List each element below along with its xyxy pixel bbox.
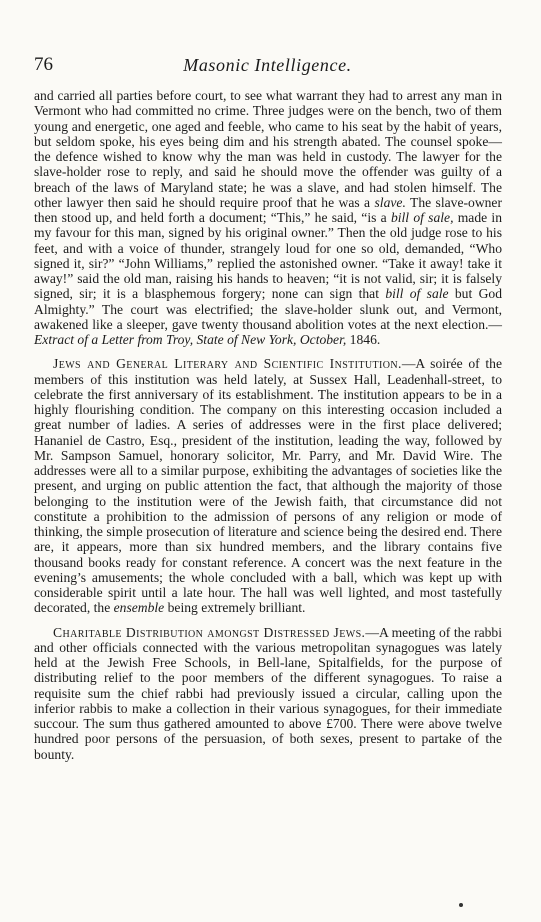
- section-heading: Jews and General Literary and Scientific Institution.: [53, 356, 402, 372]
- page-header: [34, 54, 501, 82]
- paragraph-charitable-distribution: [34, 625, 502, 762]
- running-title: Masonic Intelligence.: [183, 55, 352, 75]
- text-segment: made in my favour for this man, signed by his original owner.” Then the old judge rose to his feet, and with a voice of thunder, strangely loud for one so old, demanded, “Who signed it, sir?” “John Williams,” replied the astonished owner. “Take it away! take it away!” said the old man, raising his hands to heaven; “it is not valid, sir; it is falsely signed, sir; it is a blasphemous forgery; none can sign that: [34, 210, 502, 302]
- section-heading: Charitable Distribution amongst Distressed Jews.: [53, 624, 366, 640]
- paragraph-vermont-court: [34, 88, 502, 347]
- text-segment: and carried all parties before court, to see what warrant they had to arrest any man in Vermont who had committed no crime. Three judges were on the bench, two of them young and energetic, one aged and feeble, who came to his seat by the habit of years, but seldom spoke, his eyes being dim and his strength abated. The counsel spoke—the defence wished to know why the man was held in custody. The lawyer for the slave-holder rose to reply, and said he should move the offender was guilty of a breach of the laws of Maryland state; he was a slave, and had stolen himself. The other lawyer then said he should require proof that he was a: [34, 88, 502, 210]
- text-segment: but God Almighty.” The court was electrified; the slave-holder slunk out, and Vermont, awakened like a sleeper, gave twenty thousand abolition votes at the next election.—: [34, 286, 502, 332]
- printer-mark: [459, 903, 463, 907]
- italic-segment: bill of sale,: [390, 210, 454, 225]
- citation-year: 1846.: [346, 332, 381, 347]
- page-body: [34, 88, 502, 762]
- source-citation: Extract of a Letter from Troy, State of New York, October,: [34, 332, 347, 347]
- italic-segment: slave.: [374, 194, 406, 210]
- text-segment: The slave-owner then stood up, and held forth a document; “This,” he said, “is a: [34, 194, 502, 225]
- italic-segment: ensemble: [113, 600, 165, 616]
- paragraph-jews-institution: [34, 356, 502, 615]
- text-segment: being extremely brilliant.: [164, 600, 306, 616]
- text-segment: —A soirée of the members of this institution was held lately, at Sussex Hall, Leadenhall-street, to celebrate the first anniversary of its establishment. The institution appears to be in a highly flourishing condition. The company on this interesting occasion included a great number of ladies. A series of addresses were in the first place delivered; Hananiel de Castro, Esq., president of the institution, leading the way, followed by Mr. Sampson Samuel, honorary solicitor, Mr. Parry, and Mr. David Wire. The addresses were all to a similar purpose, exhibiting the advantages of societies like the present, and urging on public attention the fact, that although the majority of those belonging to the institution were of the Jewish faith, that circumstance did not constitute a prohibition to the admission of persons of any religion or mode of thinking, the simple prosecution of literature and science being the desired end. There are, it appears, more than six hundred members, and the library contains five thousand books ready for constant reference. A concert was the next feature in the evening’s amusements; the whole concluded with a ball, which was kept up with considerable spirit until a late hour. The hall was well lighted, and most tastefully decorated, the: [34, 356, 503, 616]
- page-number: 76: [34, 54, 53, 75]
- italic-segment: bill of sale: [385, 286, 449, 302]
- text-segment: —A meeting of the rabbi and other officials connected with the various metropolitan synagogues was lately held at the Jewish Free Schools, in Bell-lane, Spitalfields, for the purpose of distributing relief to the poor members of the different synagogues. To raise a requisite sum the chief rabbi had previously issued a circular, calling upon the inferior rabbis to make a collection in their various synagogues, for their immediate succour. The sum thus gathered amounted to above £700. There were above twelve hundred poor persons of the persuasion, of both sexes, present to partake of the bounty.: [34, 624, 503, 762]
